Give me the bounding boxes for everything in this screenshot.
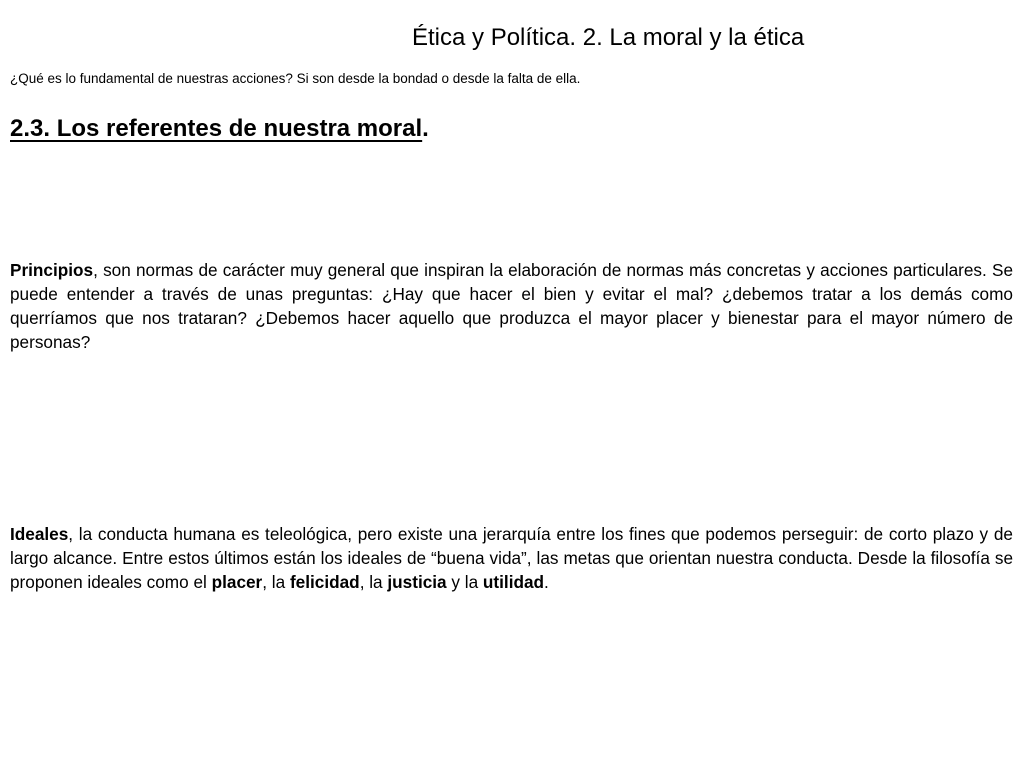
ideales-separator: , la	[262, 572, 290, 592]
ideales-term: Ideales	[10, 524, 69, 544]
ideal-justicia: justicia	[387, 572, 447, 592]
principios-paragraph	[10, 258, 1013, 354]
ideales-text: , la conducta humana es teleológica, pero existe una jerarquía entre los fines que podemos perseguir: de corto plazo y de largo alcance. Entre estos últimos están los ideales de “buena vida”, las metas que orientan nuestra conducta. Desde la filosofía se proponen ideales como el	[10, 524, 1013, 592]
section-heading	[10, 112, 429, 146]
ideales-separator: , la	[359, 572, 388, 592]
ideales-separator: y la	[446, 572, 483, 592]
slide-subtitle: ¿Qué es lo fundamental de nuestras acciones? Si son desde la bondad o desde la falta de ella.	[10, 71, 581, 86]
section-heading-text: 2.3. Los referentes de nuestra moral	[10, 115, 423, 142]
slide-title: Ética y Política. 2. La moral y la ética	[412, 24, 805, 51]
ideales-period: .	[544, 572, 549, 592]
ideales-paragraph	[10, 522, 1013, 594]
ideal-utilidad: utilidad	[482, 572, 545, 592]
ideal-felicidad: felicidad	[289, 572, 360, 592]
ideal-placer: placer	[211, 572, 263, 592]
principios-term: Principios	[10, 260, 94, 280]
section-heading-period: .	[422, 115, 429, 142]
principios-text: , son normas de carácter muy general que inspiran la elaboración de normas más concretas y acciones particulares. Se puede entender a través de unas preguntas: ¿Hay que hacer el bien y evitar el mal? ¿debemos tratar a los demás como querríamos que nos trataran? ¿Debemos hacer aquello que produzca el mayor placer y bienestar para el mayor número de personas?	[10, 260, 1013, 352]
